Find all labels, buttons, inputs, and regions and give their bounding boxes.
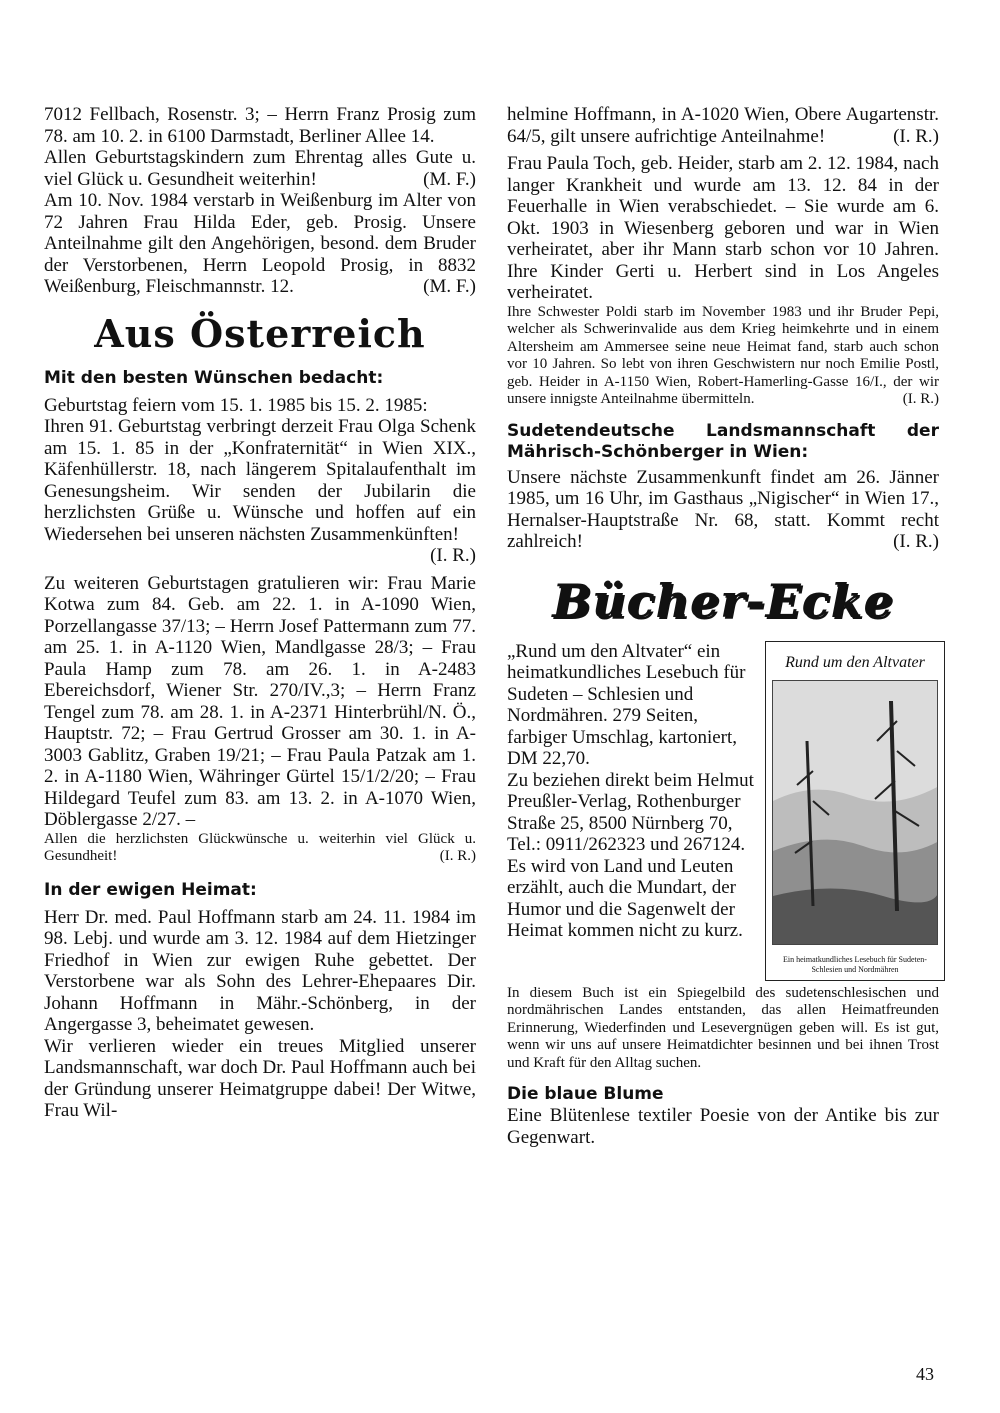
obituary-eder-text: Am 10. Nov. 1984 verstarb in Weißenburg im Alter von 72 Jahren Frau Hilda Eder, geb. Prosig. Unsere Anteilnahme gilt den Angehörigen, besond. dem Bruder der Verstorbenen, Herrn Leopold Prosig, in 8832 Weißenburg, Fleischmannstr. 12. bbox=[44, 190, 476, 297]
blue-flower-description: Eine Blütenlese textiler Poesie von der Antike bis zur Gegenwart. bbox=[507, 1105, 939, 1148]
signature: (M. F.) bbox=[423, 276, 476, 297]
birthday-range: Geburtstag feiern vom 15. 1. 1985 bis 15. 2. 1985: bbox=[44, 394, 428, 416]
birthday-closing-text: Allen die herzlichsten Glückwünsche u. weiterhin viel Glück u. Gesundheit! bbox=[44, 830, 476, 864]
book-cover-title: Rund um den Altvater bbox=[785, 653, 925, 671]
heading-eternal-home: In der ewigen Heimat: bbox=[44, 879, 257, 900]
heading-landsmannschaft-line2: Mährisch-Schönberger in Wien: bbox=[507, 441, 809, 462]
signature: (I. R.) bbox=[430, 545, 476, 566]
heading-blue-flower: Die blaue Blume bbox=[507, 1084, 664, 1104]
birthday-prosig: 7012 Fellbach, Rosenstr. 3; – Herrn Franz Prosig zum 78. am 10. 2. in 6100 Darmstadt, Berliner Allee 14. bbox=[44, 104, 476, 147]
book-intro: „Rund um den Altvater“ ein heimatkundliches Lesebuch für Sudeten – Schlesien und Nordmähren. 279 Seiten, farbiger Umschlag, kartoniert, DM 22,70. bbox=[507, 640, 746, 769]
obituary-eder bbox=[44, 190, 476, 298]
obituary-hoffmann: Herr Dr. med. Paul Hoffmann starb am 24. 11. 1984 im 98. Lebj. und wurde am 3. 12. 1984 auf dem Hietzinger Friedhof in Wien zur ewigen Ruhe gebettet. Der Verstorbene war als Sohn des Lehrer-Ehepaares Dir. Johann Hoffmann in Mähr.-Schönberg, in der Angergasse 3, beheimatet gewesen. bbox=[44, 906, 476, 1035]
book-cover bbox=[765, 641, 945, 981]
forest-illustration bbox=[773, 681, 938, 944]
birthday-schenk bbox=[44, 416, 476, 567]
obituary-toch: Frau Paula Toch, geb. Heider, starb am 2. 12. 1984, nach langer Krankheit und wurde am 13. 12. 84 in der Feuerhalle in Wien verabschiedet. – Sie wurde am 6. Okt. 1903 in Wiesenberg geboren und war in Wien verheiratet, aber ihr Mann starb schon vor 10 Jahren. Ihre Kinder Gerti u. Herbert sind in Los Angeles verheiratet. bbox=[507, 153, 939, 303]
book-review: In diesem Buch ist ein Spiegelbild des sudetenschlesischen und nordmährischen Landes entstanden, das allen Heimatfreunden Erinnerung, Wiederfinden und Lesevergnügen geben will. Es ist gut, wenn wir uns auf unsere Heimatdichter besinnen und bei ihnen Trost und Kraft für den Alltag suchen. bbox=[507, 984, 939, 1071]
heading-word: der bbox=[906, 420, 939, 441]
heading-word: Sudetendeutsche bbox=[507, 420, 675, 441]
condolence-hoffmann-text: helmine Hoffmann, in A-1020 Wien, Obere Augartenstr. 64/5, gilt unsere aufrichtige Anteilnahme! bbox=[507, 104, 939, 147]
book-description bbox=[507, 641, 757, 981]
meeting-announcement-text: Unsere nächste Zusammenkunft findet am 26. Jänner 1985, um 16 Uhr, im Gasthaus „Nigischer“ in Wien 17., Hernalser-Hauptstraße Nr. 68, statt. Kommt recht zahlreich! bbox=[507, 466, 939, 552]
birthday-list: Zu weiteren Geburtstagen gratulieren wir: Frau Marie Kotwa zum 84. Geb. am 22. 1. in A-1090 Wien, Porzellangasse 37/13; – Herrn Josef Pattermann zum 77. am 25. 1. in A-1120 Wien, Mandlgasse 28/3; – Frau Paula Hamp zum 78. am 26. 1. in A-2483 Ebereichsdorf, Wiener Str. 270/IV.,3; – Herrn Franz Tengel zum 78. am 28. 1. in A-2371 Hinterbrühl/N. Ö., Hauptstr. 72; – Frau Gertrud Grosser am 30. 1. in A-3003 Gablitz, Graben 19/21; – Frau Paula Patzak am 1. 2. in A-1180 Wien, Währinger Gürtel 15/1/2/20; – Frau Hildegard Teufel zum 83. am 13. 2. in A-1070 Wien, Döblergasse 2/27. – bbox=[44, 572, 476, 830]
book-cover-illustration bbox=[772, 680, 938, 945]
signature: (I. R.) bbox=[893, 531, 939, 552]
signature: (I. R.) bbox=[902, 391, 939, 407]
birthday-wishes bbox=[44, 147, 476, 190]
book-summary: Es wird von Land und Leuten erzählt, auch die Mundart, der Humor und die Sagenwelt der Heimat kommen nicht zu kurz. bbox=[507, 855, 743, 941]
left-column bbox=[44, 104, 476, 1122]
signature: (I. R.) bbox=[893, 125, 939, 147]
right-column bbox=[507, 104, 939, 1148]
birthday-closing bbox=[44, 831, 476, 866]
heading-landsmannschaft bbox=[507, 421, 939, 442]
book-feature bbox=[507, 641, 939, 981]
section-title-books: Bücher-Ecke bbox=[552, 573, 894, 628]
heading-word: Landsmannschaft bbox=[706, 420, 876, 441]
book-cover-caption: Ein heimatkundliches Lesebuch für Sudeten-Schlesien und Nordmähren bbox=[783, 954, 927, 974]
obituary-hoffmann-tribute: Wir verlieren wieder ein treues Mitglied unserer Landsmannschaft, war doch Dr. Paul Hoffmann auch bei der Gründung unserer Heimatgruppe dabei! Der Witwe, Frau Wil- bbox=[44, 1035, 476, 1121]
book-order-info: Zu beziehen direkt beim Helmut Preußler-Verlag, Rothenburger Straße 25, 8500 Nürnberg 70, Tel.: 0911/262323 und 267124. bbox=[507, 769, 754, 855]
heading-best-wishes: Mit den besten Wünschen bedacht: bbox=[44, 367, 384, 388]
section-title-austria: Aus Österreich bbox=[94, 310, 426, 356]
signature: (M. F.) bbox=[423, 168, 476, 190]
signature: (I. R.) bbox=[439, 848, 476, 864]
condolence-hoffmann bbox=[507, 104, 939, 147]
obituary-toch-family-text: Ihre Schwester Poldi starb im November 1983 und ihr Bruder Pepi, welcher als Schwerinvalide aus dem Krieg heimkehrte und in einem Altersheim am Ammersee seine neue Heimat fand, starb auch schon vor 10 Jahren. So lebt von ihren Geschwistern nur noch Emilie Postl, geb. Heider in A-1150 Wien, Robert-Hamerling-Gasse 16/I., der wir unsere innigste Anteilnahme übermitteln. bbox=[507, 303, 939, 407]
birthday-wishes-text: Allen Geburtstagskindern zum Ehrentag alles Gute u. viel Glück u. Gesundheit weiterhin! bbox=[44, 147, 476, 190]
birthday-schenk-text: Ihren 91. Geburtstag verbringt derzeit Frau Olga Schenk am 15. 1. 85 in der „Konfraternität“ in Wien XIX., Käfenhüllerstr. 18, nach längerem Spitalaufenthalt im Genesungsheim. Wir senden der Jubilarin die herzlichsten Grüße u. Wünsche und hoffen auf ein Wiedersehen bei unseren nächsten Zusammenkünften! bbox=[44, 416, 476, 545]
obituary-toch-family bbox=[507, 304, 939, 409]
page-number: 43 bbox=[916, 1364, 934, 1384]
meeting-announcement bbox=[507, 467, 939, 553]
